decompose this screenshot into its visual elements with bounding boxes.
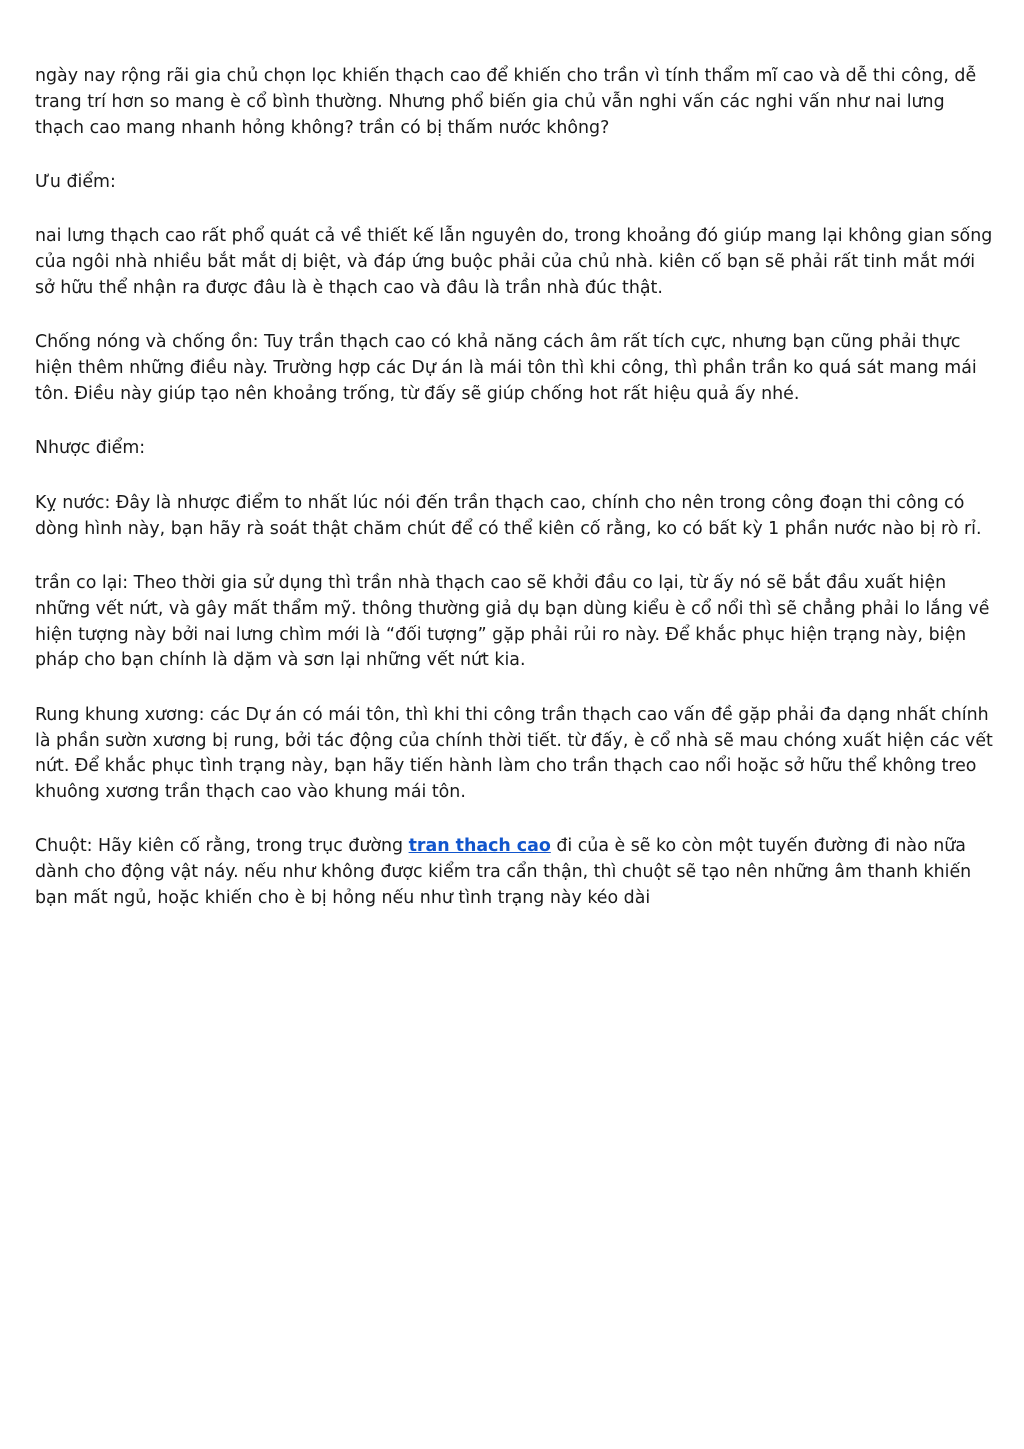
shrink-paragraph: trần co lại: Theo thời gia sử dụng thì trần nhà thạch cao sẽ khởi đầu co lại, từ ấy nó sẽ bắt đầu xuất hiện những vết nứt, và gây mất thẩm mỹ. thông thường giả dụ bạn dùng kiểu è cổ nổi thì sẽ chẳng phải lo lắng về hiện tượng này bởi nai lưng chìm mới là “đối tượng” gặp phải rủi ro này. Để khắc phục hiện trạng này, biện pháp cho bạn chính là dặm và sơn lại những vết nứt kia. — [35, 572, 990, 671]
intro-paragraph: ngày nay rộng rãi gia chủ chọn lọc khiến thạch cao để khiến cho trần vì tính thẩm mĩ cao và dễ thi công, dễ trang trí hơn so mang è cổ bình thường. Nhưng phổ biến gia chủ vẫn nghi vấn các nghi vấn như nai lưng thạch cao mang nhanh hỏng không? trần có bị thấm nước không? — [35, 66, 977, 138]
disadvantages-heading: Nhược điểm: — [35, 438, 146, 459]
tran-thach-cao-link[interactable]: tran thach cao — [408, 836, 551, 857]
water-paragraph: Kỵ nước: Đây là nhược điểm to nhất lúc nói đến trần thạch cao, chính cho nên trong công đoạn thi công có dòng hình này, bạn hãy rà soát thật chăm chút để có thể kiên cố rằng, ko có bất kỳ 1 phần nước nào bị rò rỉ. — [35, 492, 982, 539]
mouse-paragraph-start: Chuột: Hãy kiên cố rằng, trong trục đường — [35, 836, 409, 857]
document-body — [35, 64, 995, 940]
mouse-paragraph — [35, 834, 995, 911]
design-paragraph: nai lưng thạch cao rất phổ quát cả về thiết kế lẫn nguyên do, trong khoảng đó giúp mang lại không gian sống của ngôi nhà nhiều bắt mắt dị biệt, và đáp ứng buộc phải của chủ nhà. kiên cố bạn sẽ phải rất tinh mắt mới sở hữu thể nhận ra được đâu là è thạch cao và đâu là trần nhà đúc thật. — [35, 226, 993, 298]
mouse-paragraph-end: đi của è sẽ ko còn một tuyến đường đi nào nữa dành cho động vật náy. nếu như không được kiểm tra cẩn thận, thì chuột sẽ tạo nên những âm thanh khiến bạn mất ngủ, hoặc khiến cho è bị hỏng nếu như tình trạng này kéo dài — [35, 836, 972, 909]
insulation-paragraph: Chống nóng và chống ồn: Tuy trần thạch cao có khả năng cách âm rất tích cực, nhưng bạn cũng phải thực hiện thêm những điều này. Trường hợp các Dự án là mái tôn thì khi công, thì phần trần ko quá sát mang mái tôn. Điều này giúp tạo nên khoảng trống, từ đấy sẽ giúp chống hot rất hiệu quả ấy nhé. — [35, 332, 977, 404]
vibration-paragraph: Rung khung xương: các Dự án có mái tôn, thì khi thi công trần thạch cao vấn đề gặp phải đa dạng nhất chính là phần sườn xương bị rung, bởi tác động của chính thời tiết. từ đấy, è cổ nhà sẽ mau chóng xuất hiện các vết nứt. Để khắc phục tình trạng này, bạn hãy tiến hành làm cho trần thạch cao nổi hoặc sở hữu thể không treo khuông xương trần thạch cao vào khung mái tôn. — [35, 704, 993, 803]
advantages-heading: Ưu điểm: — [35, 171, 116, 192]
